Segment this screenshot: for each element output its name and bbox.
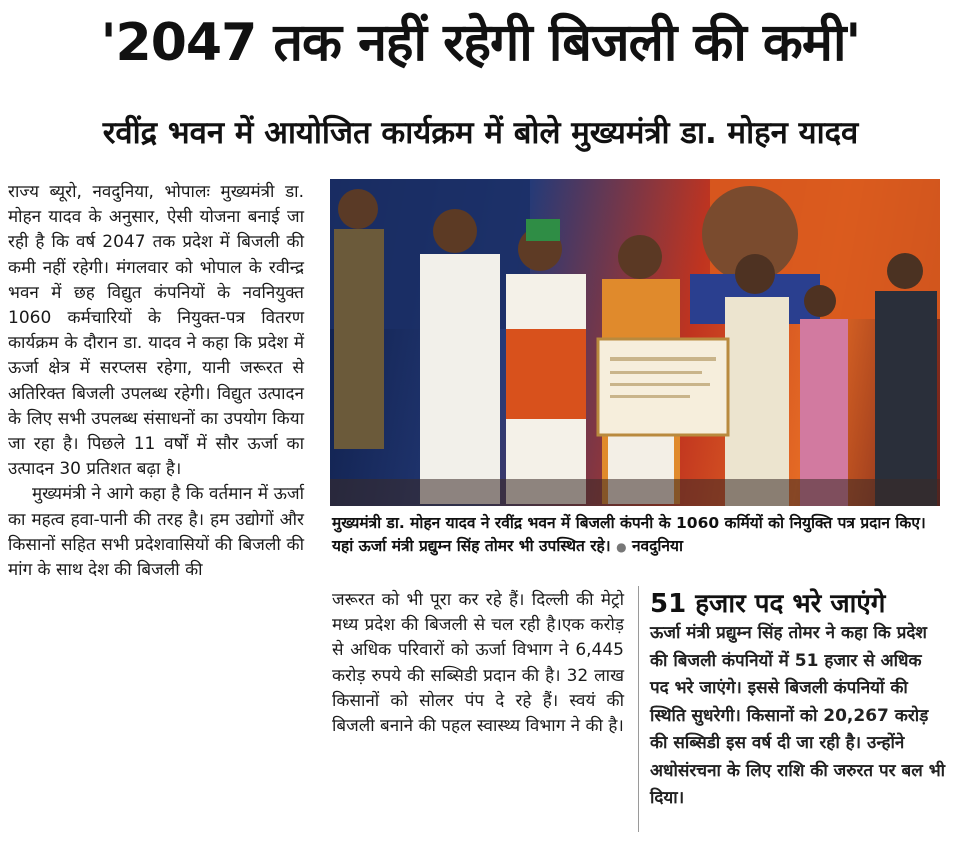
- article-body-column-1: [8, 180, 304, 583]
- body-paragraph: मुख्यमंत्री ने आगे कहा है कि वर्तमान में ऊर्जा का महत्व हवा-पानी की तरह है। हम उद्योगों और किसानों सहित सभी प्रदेशवासियों की बिजली की मांग के साथ देश की बिजली की: [8, 484, 304, 581]
- sidebar-box-title: 51 हजार पद भरे जाएंगे: [650, 589, 886, 619]
- body-paragraph: राज्य ब्यूरो, नवदुनिया, भोपालः मुख्यमंत्री डा. मोहन यादव के अनुसार, ऐसी योजना बनाई जा रही है कि वर्ष 2047 तक प्रदेश में बिजली की कमी नहीं रहेगी। मंगलवार को भोपाल के रवीन्द्र भवन में छह विद्युत कंपनियों के नवनियुक्त 1060 कर्मचारियों के नियुक्त-पत्र वितरण कार्यक्रम के दौरान डा. यादव ने कहा कि प्रदेश में ऊर्जा क्षेत्र में सरप्लस रहेगा, यानी जरूरत से अतिरिक्त बिजली उपलब्ध रहेगी। विद्युत उत्पादन के लिए सभी उपलब्ध संसाधनों का उपयोग किया जा रहा है। पिछले 11 वर्षों में सौर ऊर्जा का उत्पादन 30 प्रतिशत बढ़ा है।: [8, 182, 304, 480]
- sidebar-box-text: [650, 620, 946, 813]
- sidebar-paragraph: ऊर्जा मंत्री प्रद्युम्न सिंह तोमर ने कहा कि प्रदेश की बिजली कंपनियों में 51 हजार से अधिक पद भरे जाएंगे। इससे बिजली कंपनियों की स्थिति सुधरेगी। किसानों को 20,267 करोड़ की सब्सिडी इस वर्ष दी जा रही है। उन्होंने अधोसंरचना के लिए राशि की जरुरत पर बल भी दिया।: [650, 623, 946, 808]
- article-body-column-2: [332, 588, 624, 739]
- certificate: [598, 339, 728, 435]
- column-divider: [638, 586, 639, 832]
- photo-caption: [332, 512, 942, 559]
- photo-credit: नवदुनिया: [631, 537, 684, 555]
- headline: '2047 तक नहीं रहेगी बिजली की कमी': [100, 13, 861, 73]
- credit-bullet-icon: ●: [616, 540, 627, 554]
- event-photo: [330, 179, 940, 506]
- caption-text: मुख्यमंत्री डा. मोहन यादव ने रवींद्र भवन में बिजली कंपनी के 1060 कर्मियों को नियुक्ति पत्र प्रदान किए। यहां ऊर्जा मंत्री प्रद्युम्न सिंह तोमर भी उपस्थित रहे।: [332, 514, 926, 555]
- subheadline: रवींद्र भवन में आयोजित कार्यक्रम में बोले मुख्यमंत्री डा. मोहन यादव: [102, 115, 859, 151]
- body-paragraph: जरूरत को भी पूरा कर रहे हैं। दिल्ली की मेट्रो मध्य प्रदेश की बिजली से चल रही है।एक करोड़ से अधिक परिवारों को ऊर्जा विभाग ने 6,445 करोड़ रुपये की सब्सिडी प्रदान की है। 32 लाख किसानों को सोलर पंप दे रहे हैं। स्वयं की बिजली बनाने की पहल स्वास्थ्य विभाग ने की है।: [332, 590, 624, 737]
